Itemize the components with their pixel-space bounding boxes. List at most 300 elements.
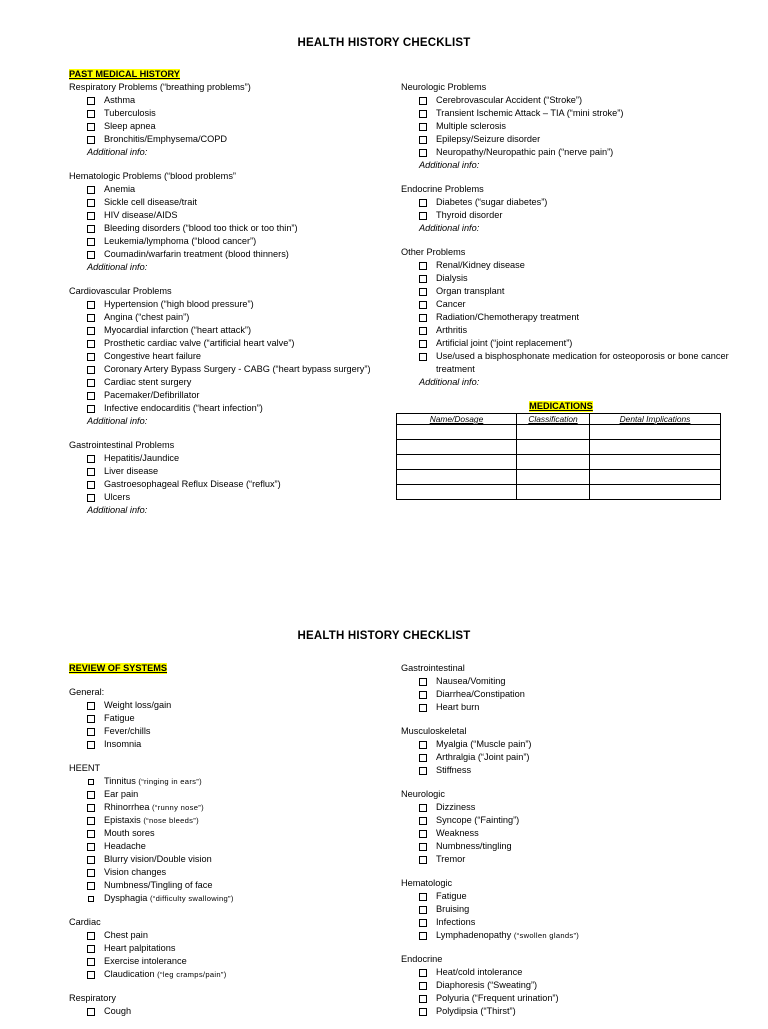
item-label: Fever/chills (104, 726, 151, 736)
checkbox[interactable] (419, 982, 427, 990)
item-label: Headache (104, 841, 146, 851)
checklist-item (69, 788, 379, 801)
checkbox[interactable] (419, 353, 427, 361)
medication-cell[interactable] (397, 485, 517, 500)
checkbox[interactable] (87, 186, 95, 194)
checklist-item (401, 764, 731, 777)
item-label: Infections (436, 917, 476, 927)
additional-info-label: Additional info: (87, 416, 148, 426)
item-label: Gastroesophageal Reflux Disease (“reflux”) (104, 479, 281, 489)
checklist-item (401, 311, 731, 324)
checklist-item (69, 324, 379, 337)
checkbox[interactable] (419, 275, 427, 283)
checkbox[interactable] (419, 262, 427, 270)
medication-cell[interactable] (590, 425, 721, 440)
checklist-item (69, 452, 379, 465)
checklist-group (69, 762, 379, 905)
checkbox[interactable] (87, 123, 95, 131)
item-label: Exercise intolerance (104, 956, 187, 966)
item-label: Congestive heart failure (104, 351, 202, 361)
checklist-item (69, 337, 379, 350)
checkbox[interactable] (87, 494, 95, 502)
item-label: Polyuria (“Frequent urination”) (436, 993, 559, 1003)
checkbox[interactable] (419, 149, 427, 157)
item-label: Polydipsia (“Thirst”) (436, 1006, 516, 1016)
checklist-group (69, 916, 379, 981)
checkbox[interactable] (419, 754, 427, 762)
medication-row (397, 440, 721, 455)
group-title: Respiratory Problems (“breathing problems”) (69, 82, 251, 92)
item-label: Asthma (104, 95, 136, 105)
condition-groups (401, 81, 731, 389)
checkbox[interactable] (87, 1008, 95, 1016)
checklist-item (69, 478, 379, 491)
checkbox[interactable] (419, 741, 427, 749)
checklist-item (401, 751, 731, 764)
item-label: Sickle cell disease/trait (104, 197, 197, 207)
medication-cell[interactable] (590, 485, 721, 500)
group-title: Endocrine Problems (401, 184, 484, 194)
item-label: Myalgia (“Muscle pain”) (436, 739, 532, 749)
checklist-item (401, 853, 731, 866)
item-label: Vision changes (104, 867, 167, 877)
item-label: Epistaxis (104, 815, 144, 825)
checklist-item (69, 775, 379, 788)
checkbox[interactable] (87, 932, 95, 940)
item-note: (“ringing in ears”) (138, 777, 202, 786)
medication-cell[interactable] (517, 455, 590, 470)
checklist-item (69, 222, 379, 235)
checklist-item (401, 738, 731, 751)
checklist-item (401, 979, 731, 992)
checkbox[interactable] (87, 327, 95, 335)
item-label: Arthralgia (“Joint pain”) (436, 752, 530, 762)
checklist-item (69, 853, 379, 866)
checkbox[interactable] (87, 405, 95, 413)
item-label: Chest pain (104, 930, 148, 940)
checkbox[interactable] (87, 971, 95, 979)
section-heading: REVIEW OF SYSTEMS (69, 663, 168, 673)
item-label: Nausea/Vomiting (436, 676, 506, 686)
checklist-item (401, 298, 731, 311)
item-label: Coronary Artery Bypass Surgery - CABG (“heart bypass surgery”) (104, 364, 371, 374)
checklist-item (69, 827, 379, 840)
group-title: Neurologic Problems (401, 82, 487, 92)
checkbox[interactable] (419, 893, 427, 901)
checklist-item (69, 196, 379, 209)
checklist-item (69, 725, 379, 738)
checklist-item (401, 94, 731, 107)
medication-cell[interactable] (517, 485, 590, 500)
medication-row (397, 425, 721, 440)
checklist-item (69, 491, 379, 504)
item-label: Rhinorrhea (104, 802, 153, 812)
item-label: Bleeding disorders (“blood too thick or too thin”) (104, 223, 298, 233)
checkbox[interactable] (419, 212, 427, 220)
item-label: Tremor (436, 854, 466, 864)
checkbox[interactable] (87, 958, 95, 966)
medications-table (396, 413, 721, 500)
checklist-item (401, 992, 731, 1005)
additional-info-label: Additional info: (87, 262, 148, 272)
item-label: Leukemia/lymphoma (“blood cancer”) (104, 236, 257, 246)
checkbox[interactable] (87, 455, 95, 463)
checkbox[interactable] (87, 715, 95, 723)
checkbox[interactable] (87, 353, 95, 361)
medication-cell[interactable] (517, 470, 590, 485)
checklist-group (401, 183, 731, 235)
checkbox[interactable] (87, 238, 95, 246)
item-note: (“swollen glands”) (513, 931, 580, 940)
checkbox[interactable] (87, 366, 95, 374)
additional-info-label: Additional info: (87, 505, 148, 515)
checkbox[interactable] (419, 301, 427, 309)
checklist-item (69, 183, 379, 196)
checklist-item (69, 866, 379, 879)
checkbox[interactable] (87, 212, 95, 220)
medication-cell[interactable] (397, 470, 517, 485)
checklist-item (401, 272, 731, 285)
item-label: Insomnia (104, 739, 142, 749)
item-label: Bruising (436, 904, 470, 914)
checklist-item (401, 259, 731, 272)
item-label: Anemia (104, 184, 136, 194)
checklist-item (69, 363, 379, 376)
checklist-item (401, 916, 731, 929)
item-label: Sleep apnea (104, 121, 156, 131)
item-label: Renal/Kidney disease (436, 260, 525, 270)
checklist-item (69, 968, 379, 981)
item-label: Hypertension (“high blood pressure”) (104, 299, 254, 309)
checklist-item (401, 146, 731, 159)
checklist-item (69, 1005, 379, 1018)
checklist-group (401, 788, 731, 866)
checkbox[interactable] (87, 468, 95, 476)
checklist-item (401, 701, 731, 714)
item-label: Liver disease (104, 466, 159, 476)
item-label: Use/used a bisphosphonate medication for osteoporosis or bone cancer treatment (436, 351, 729, 374)
checkbox[interactable] (419, 995, 427, 1003)
item-note: (“leg cramps/pain”) (157, 970, 227, 979)
medication-row (397, 485, 721, 500)
checklist-item (69, 350, 379, 363)
checklist-item (401, 929, 731, 942)
checkbox[interactable] (419, 1008, 427, 1016)
medication-cell[interactable] (590, 455, 721, 470)
medication-row (397, 455, 721, 470)
item-label: Mouth sores (104, 828, 155, 838)
item-label: Arthritis (436, 325, 468, 335)
checkbox[interactable] (419, 804, 427, 812)
checkbox[interactable] (87, 728, 95, 736)
checklist-group (69, 285, 379, 428)
item-label: Fatigue (436, 891, 467, 901)
checkbox[interactable] (419, 919, 427, 927)
additional-info-label: Additional info: (419, 160, 480, 170)
checklist-item (69, 120, 379, 133)
checkbox[interactable] (419, 856, 427, 864)
checklist-item (69, 955, 379, 968)
checklist-item (401, 324, 731, 337)
checklist-item (401, 814, 731, 827)
checkbox[interactable] (419, 830, 427, 838)
checklist-group (69, 170, 379, 274)
checkbox[interactable] (88, 896, 94, 902)
item-label: Weight loss/gain (104, 700, 172, 710)
checkbox[interactable] (419, 327, 427, 335)
checkbox[interactable] (419, 843, 427, 851)
checkbox[interactable] (87, 301, 95, 309)
item-label: Heart burn (436, 702, 480, 712)
past-medical-history-left-column (69, 68, 379, 528)
group-title: Gastrointestinal (401, 663, 465, 673)
checkbox[interactable] (87, 843, 95, 851)
checkbox[interactable] (87, 882, 95, 890)
checklist-item (69, 738, 379, 751)
column-header: Classification (517, 414, 590, 425)
item-label: Infective endocarditis (“heart infection”) (104, 403, 263, 413)
checkbox[interactable] (87, 945, 95, 953)
item-label: Heat/cold intolerance (436, 967, 523, 977)
checkbox[interactable] (419, 767, 427, 775)
item-label: Prosthetic cardiac valve (“artificial heart valve”) (104, 338, 295, 348)
group-title: Endocrine (401, 954, 443, 964)
checklist-group (69, 686, 379, 751)
checklist-item (69, 133, 379, 146)
checklist-item (69, 801, 379, 814)
item-label: Fatigue (104, 713, 135, 723)
item-note: (“difficulty swallowing”) (149, 894, 234, 903)
checkbox[interactable] (87, 136, 95, 144)
checkbox[interactable] (87, 379, 95, 387)
checklist-item (401, 285, 731, 298)
item-label: Diarrhea/Constipation (436, 689, 525, 699)
item-label: Multiple sclerosis (436, 121, 506, 131)
checklist-item (69, 311, 379, 324)
checklist-group (69, 81, 379, 159)
checkbox[interactable] (419, 199, 427, 207)
additional-info-label: Additional info: (419, 223, 480, 233)
checkbox[interactable] (419, 704, 427, 712)
checklist-item (401, 801, 731, 814)
item-label: Stiffness (436, 765, 472, 775)
checkbox[interactable] (87, 741, 95, 749)
checklist-item (69, 929, 379, 942)
checkbox[interactable] (87, 97, 95, 105)
checklist-item (401, 107, 731, 120)
checkbox[interactable] (419, 288, 427, 296)
checkbox[interactable] (87, 392, 95, 400)
item-label: Ulcers (104, 492, 131, 502)
additional-info-label: Additional info: (419, 377, 480, 387)
medication-cell[interactable] (397, 425, 517, 440)
checkbox[interactable] (419, 136, 427, 144)
item-label: Claudication (104, 969, 158, 979)
item-label: Diaphoresis (“Sweating”) (436, 980, 538, 990)
checklist-item (401, 688, 731, 701)
item-label: Numbness/tingling (436, 841, 512, 851)
group-title: Respiratory (69, 993, 116, 1003)
checklist-item (69, 465, 379, 478)
checkbox[interactable] (87, 199, 95, 207)
checkbox[interactable] (419, 691, 427, 699)
checklist-item (69, 298, 379, 311)
checklist-item (69, 402, 379, 415)
checklist-item (401, 350, 731, 376)
checklist-item (401, 903, 731, 916)
item-label: Artificial joint (“joint replacement”) (436, 338, 573, 348)
checklist-item (69, 376, 379, 389)
checklist-group (401, 81, 731, 172)
medications-heading: MEDICATIONS (529, 401, 593, 411)
item-label: Thyroid disorder (436, 210, 503, 220)
item-label: Diabetes (“sugar diabetes”) (436, 197, 548, 207)
checkbox[interactable] (87, 225, 95, 233)
checklist-item (401, 890, 731, 903)
checklist-item (69, 712, 379, 725)
group-title: Hematologic Problems (“blood problems” (69, 171, 236, 181)
item-label: Bronchitis/Emphysema/COPD (104, 134, 228, 144)
checkbox[interactable] (87, 251, 95, 259)
checkbox[interactable] (87, 702, 95, 710)
checkbox[interactable] (87, 804, 95, 812)
checklist-group (69, 439, 379, 517)
checklist-item (69, 879, 379, 892)
checkbox[interactable] (419, 314, 427, 322)
item-label: HIV disease/AIDS (104, 210, 178, 220)
item-label: Cerebrovascular Accident (“Stroke”) (436, 95, 583, 105)
checkbox[interactable] (88, 779, 94, 785)
medication-cell[interactable] (397, 455, 517, 470)
section-heading: PAST MEDICAL HISTORY (69, 69, 180, 79)
checklist-item (69, 209, 379, 222)
medication-cell[interactable] (517, 425, 590, 440)
checklist-item (401, 827, 731, 840)
system-groups (69, 686, 379, 1018)
checkbox[interactable] (419, 906, 427, 914)
checkbox[interactable] (419, 340, 427, 348)
item-label: Tuberculosis (104, 108, 156, 118)
checklist-item (401, 196, 731, 209)
group-title: Gastrointestinal Problems (69, 440, 175, 450)
item-label: Cardiac stent surgery (104, 377, 192, 387)
item-label: Blurry vision/Double vision (104, 854, 212, 864)
system-groups (401, 662, 731, 1018)
checkbox[interactable] (87, 110, 95, 118)
checklist-item (401, 120, 731, 133)
item-label: Myocardial infarction (“heart attack”) (104, 325, 252, 335)
item-label: Numbness/Tingling of face (104, 880, 213, 890)
additional-info-label: Additional info: (87, 147, 148, 157)
checklist-item (401, 1005, 731, 1018)
checklist-group (69, 992, 379, 1018)
checkbox[interactable] (419, 97, 427, 105)
item-label: Syncope (“Fainting”) (436, 815, 520, 825)
column-header: Dental Implications (590, 414, 721, 425)
checklist-item (401, 209, 731, 222)
checkbox[interactable] (419, 817, 427, 825)
checkbox[interactable] (87, 869, 95, 877)
medication-cell[interactable] (590, 440, 721, 455)
checkbox[interactable] (419, 678, 427, 686)
item-label: Pacemaker/Defibrillator (104, 390, 200, 400)
checklist-group (401, 662, 731, 714)
checklist-item (69, 389, 379, 402)
item-label: Tinnitus (104, 776, 139, 786)
checkbox[interactable] (87, 340, 95, 348)
checkbox[interactable] (87, 817, 95, 825)
checkbox[interactable] (87, 791, 95, 799)
item-label: Dysphagia (104, 893, 150, 903)
item-label: Coumadin/warfarin treatment (blood thinners) (104, 249, 289, 259)
checklist-item (69, 94, 379, 107)
item-label: Weakness (436, 828, 479, 838)
item-note: (“nose bleeds”) (143, 816, 199, 825)
checklist-item (69, 248, 379, 261)
group-title: HEENT (69, 763, 101, 773)
checklist-group (401, 725, 731, 777)
group-title: Hematologic (401, 878, 453, 888)
page-title: HEALTH HISTORY CHECKLIST (297, 37, 471, 49)
item-label: Dialysis (436, 273, 468, 283)
item-label: Organ transplant (436, 286, 505, 296)
item-label: Heart palpitations (104, 943, 176, 953)
column-header: Name/Dosage (397, 414, 517, 425)
item-label: Ear pain (104, 789, 139, 799)
past-medical-history-right-column (401, 81, 731, 500)
medication-cell[interactable] (590, 470, 721, 485)
checklist-item (69, 235, 379, 248)
medications-header-row (397, 414, 721, 425)
medication-cell[interactable] (517, 440, 590, 455)
checkbox[interactable] (419, 123, 427, 131)
item-label: Transient Ischemic Attack – TIA (“mini stroke”) (436, 108, 624, 118)
checklist-item (401, 840, 731, 853)
item-label: Epilepsy/Seizure disorder (436, 134, 541, 144)
checklist-item (401, 675, 731, 688)
checklist-group (401, 877, 731, 942)
checklist-item (401, 133, 731, 146)
item-label: Angina (“chest pain”) (104, 312, 190, 322)
checklist-item (401, 337, 731, 350)
review-of-systems-right-column (401, 662, 731, 1029)
medication-cell[interactable] (397, 440, 517, 455)
checklist-item (69, 840, 379, 853)
checkbox[interactable] (419, 110, 427, 118)
condition-groups (69, 81, 379, 517)
checkbox[interactable] (87, 856, 95, 864)
group-title: Musculoskeletal (401, 726, 467, 736)
item-label: Radiation/Chemotherapy treatment (436, 312, 579, 322)
checklist-item (69, 107, 379, 120)
checkbox[interactable] (419, 932, 427, 940)
checklist-group (401, 953, 731, 1018)
item-label: Cancer (436, 299, 466, 309)
item-label: Lymphadenopathy (436, 930, 514, 940)
checklist-item (401, 966, 731, 979)
checkbox[interactable] (419, 969, 427, 977)
checkbox[interactable] (87, 314, 95, 322)
group-title: Neurologic (401, 789, 445, 799)
item-label: Neuropathy/Neuropathic pain (“nerve pain”) (436, 147, 614, 157)
checklist-item (69, 814, 379, 827)
checkbox[interactable] (87, 481, 95, 489)
group-title: Cardiovascular Problems (69, 286, 172, 296)
item-label: Cough (104, 1006, 132, 1016)
item-note: (“runny nose”) (152, 803, 204, 812)
checkbox[interactable] (87, 830, 95, 838)
group-title: General: (69, 687, 105, 697)
